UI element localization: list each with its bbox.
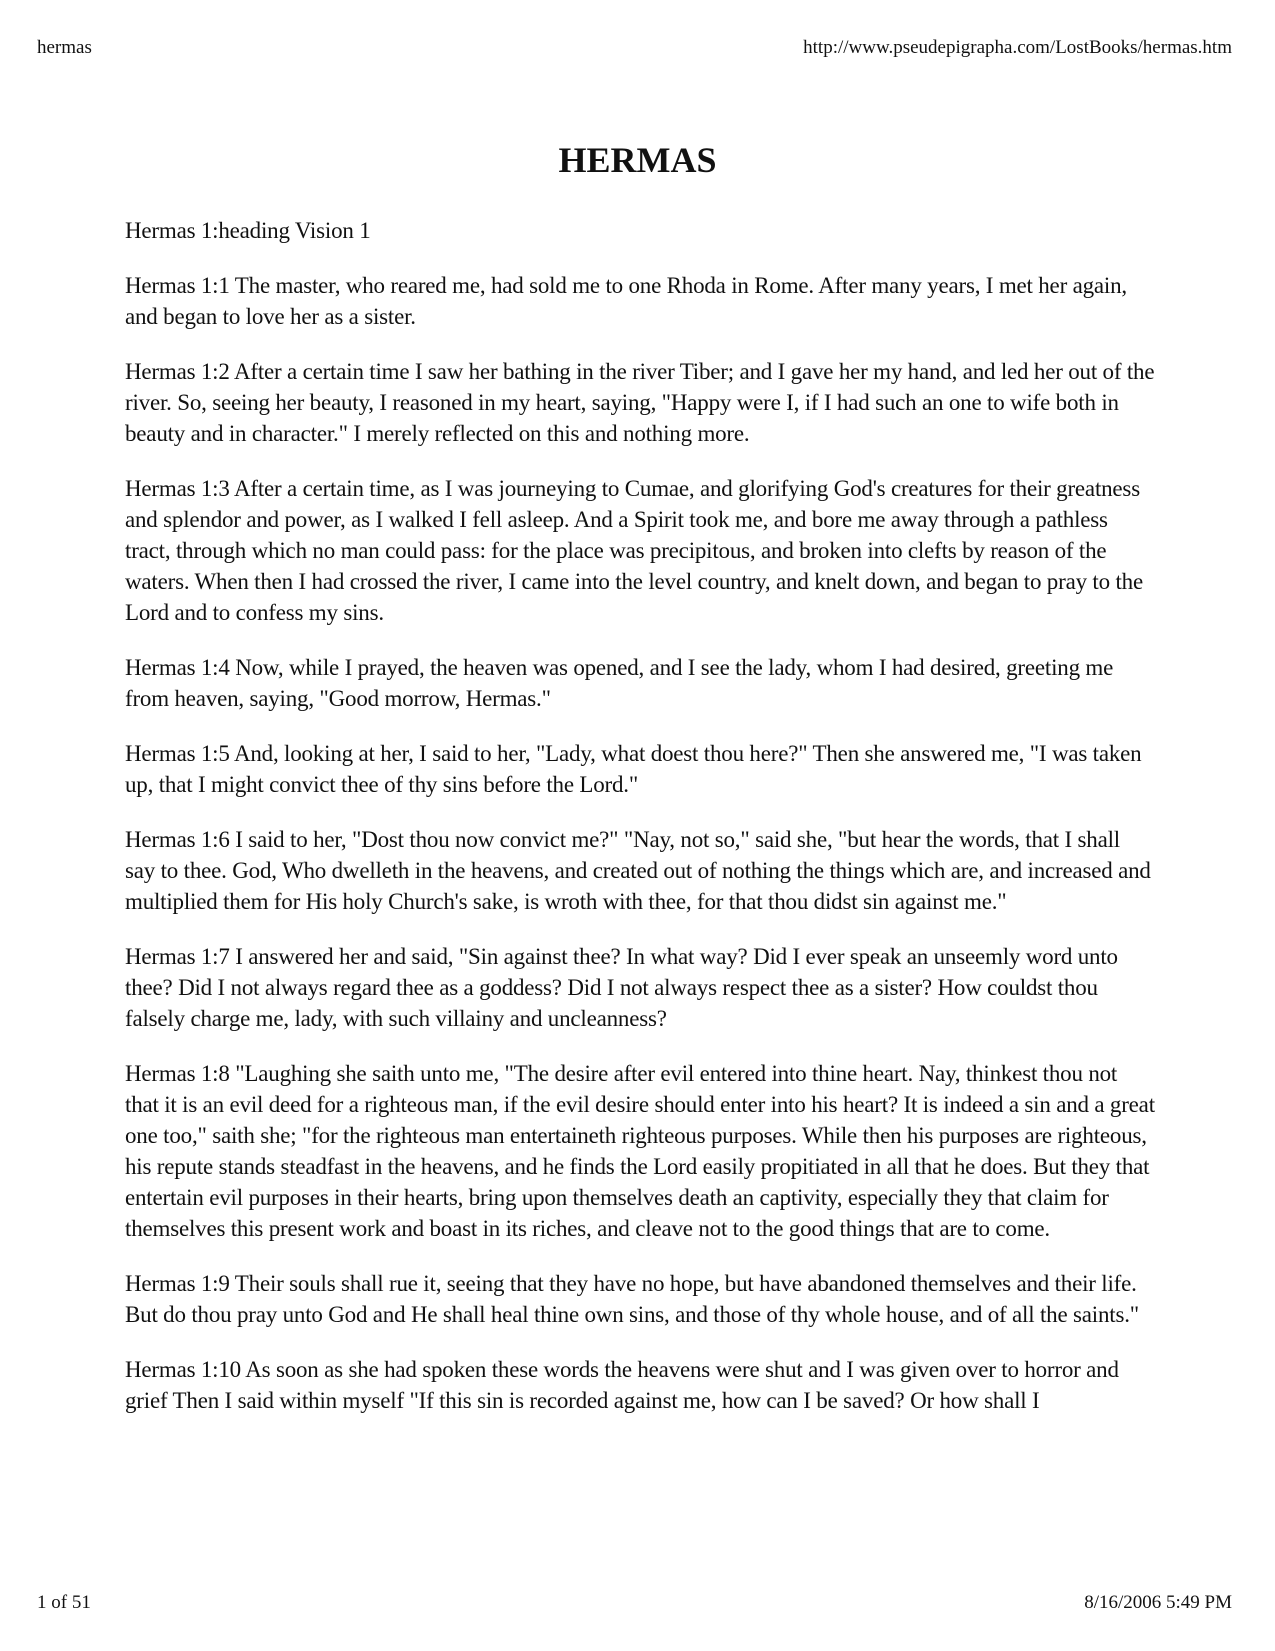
page-indicator: 1 of 51 — [37, 1592, 91, 1613]
document-body — [125, 215, 1155, 1440]
verse-paragraph: Hermas 1:3 After a certain time, as I was journeying to Cumae, and glorifying God's creatures for their greatness and splendor and power, as I walked I fell asleep. And a Spirit took me, and bore me away through a pathless tract, through which no man could pass: for the place was precipitous, and broken into clefts by reason of the waters. When then I had crossed the river, I came into the level country, and knelt down, and began to pray to the Lord and to confess my sins. — [125, 476, 1143, 625]
print-header-url: http://www.pseudepigrapha.com/LostBooks/hermas.htm — [803, 37, 1232, 58]
verse-paragraph: Hermas 1:10 As soon as she had spoken these words the heavens were shut and I was given over to horror and grief Then I said within myself "If this sin is recorded against me, how can I be saved? Or how shall I — [125, 1357, 1119, 1413]
verse-paragraph: Hermas 1:6 I said to her, "Dost thou now convict me?" "Nay, not so," said she, "but hear the words, that I shall say to thee. God, Who dwelleth in the heavens, and created out of nothing the things which are, and increased and multiplied them for His holy Church's sake, is wroth with thee, for that thou didst sin against me." — [125, 827, 1151, 914]
verse-paragraph: Hermas 1:9 Their souls shall rue it, seeing that they have no hope, but have abandoned themselves and their life. But do thou pray unto God and He shall heal thine own sins, and those of thy whole house, and of all the saints." — [125, 1271, 1139, 1327]
verse-paragraph: Hermas 1:8 "Laughing she saith unto me, "The desire after evil entered into thine heart. Nay, thinkest thou not that it is an evil deed for a righteous man, if the evil desire should enter into his heart? It is indeed a sin and a great one too," saith she; "for the righteous man entertaineth righteous purposes. While then his purposes are righteous, his repute stands steadfast in the heavens, and he finds the Lord easily propitiated in all that he does. But they that entertain evil purposes in their hearts, bring upon themselves death an captivity, especially they that claim for themselves this present work and boast in its riches, and cleave not to the good things that are to come. — [125, 1061, 1155, 1241]
verse-paragraph: Hermas 1:2 After a certain time I saw her bathing in the river Tiber; and I gave her my hand, and led her out of the river. So, seeing her beauty, I reasoned in my heart, saying, "Happy were I, if I had such an one to wife both in beauty and in character." I merely reflected on this and nothing more. — [125, 359, 1155, 446]
print-timestamp: 8/16/2006 5:49 PM — [1084, 1592, 1232, 1613]
print-header-doc-name: hermas — [37, 37, 92, 58]
page-title: HERMAS — [558, 140, 717, 180]
verse-paragraph: Hermas 1:1 The master, who reared me, had sold me to one Rhoda in Rome. After many years, I met her again, and began to love her as a sister. — [125, 273, 1127, 329]
verse-heading: Hermas 1:heading Vision 1 — [125, 218, 371, 243]
verse-paragraph: Hermas 1:5 And, looking at her, I said to her, "Lady, what doest thou here?" Then she answered me, "I was taken up, that I might convict thee of thy sins before the Lord." — [125, 741, 1142, 797]
verse-paragraph: Hermas 1:4 Now, while I prayed, the heaven was opened, and I see the lady, whom I had desired, greeting me from heaven, saying, "Good morrow, Hermas." — [125, 655, 1114, 711]
verse-paragraph: Hermas 1:7 I answered her and said, "Sin against thee? In what way? Did I ever speak an unseemly word unto thee? Did I not always regard thee as a goddess? Did I not always respect thee as a sister? How couldst thou falsely charge me, lady, with such villainy and uncleanness? — [125, 944, 1118, 1031]
